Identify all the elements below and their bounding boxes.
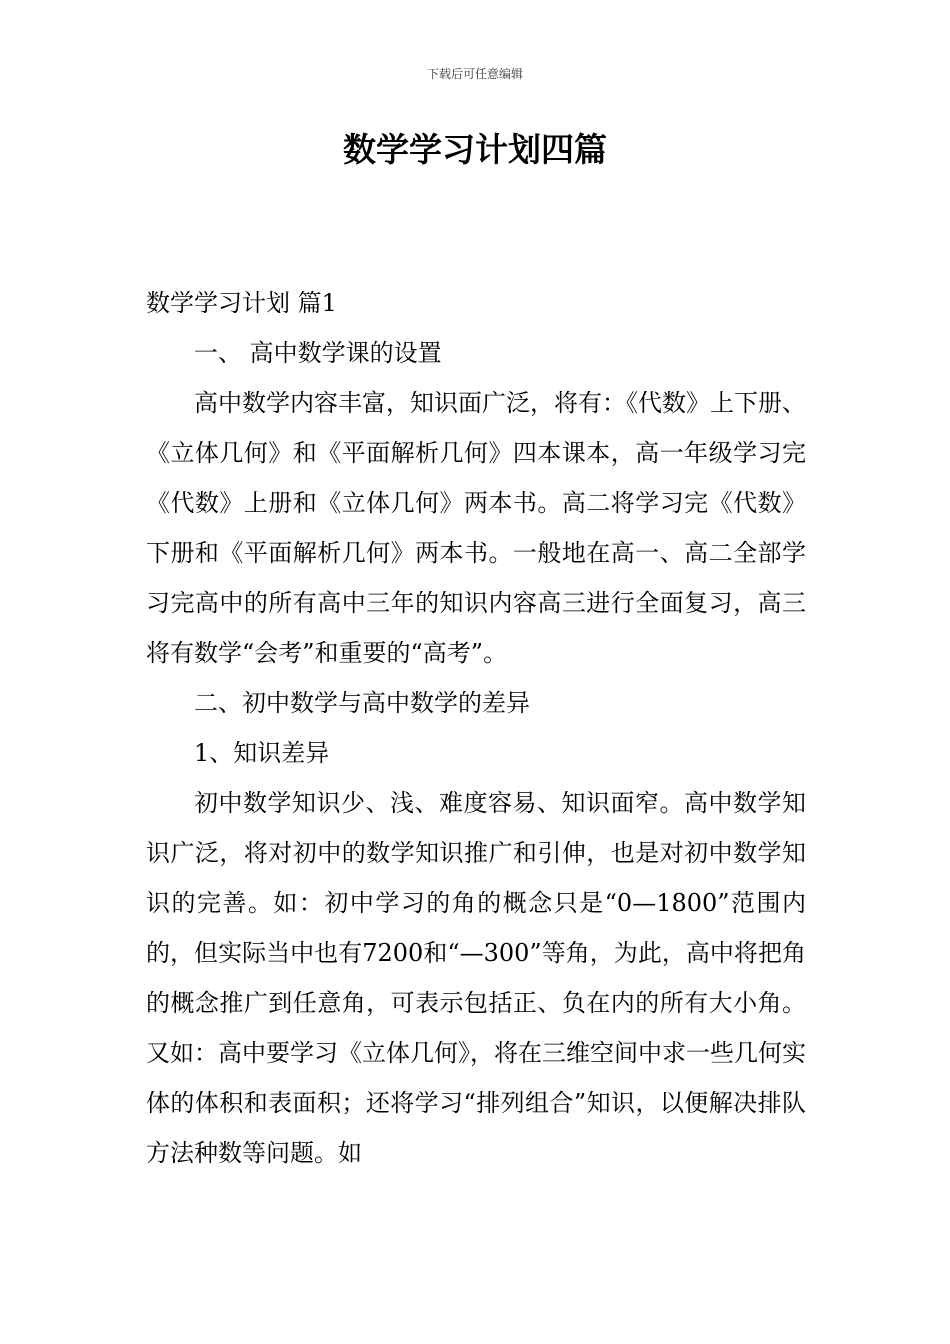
heading-knowledge-differences: 1、知识差异: [194, 739, 330, 767]
heading-differences: 二、初中数学与高中数学的差异: [194, 689, 530, 717]
paragraph-knowledge-differences: 初中数学知识少、浅、难度容易、知识面窄。高中数学知识广泛，将对初中的数学知识推广和引伸，也是对初中数学知识的完善。如：初中学习的角的概念只是“0—1800”范围内的，但实际当中也有7200和“—300”等角，为此，高中将把角的概念推广到任意角，可表示包括正、负在内的所有大小角。又如：高中要学习《立体几何》，将在三维空间中求一些几何实体的体积和表面积；还将学习“排列组合”知识，以便解决排队方法种数等问题。如: [146, 789, 806, 1167]
header-note: 下载后可任意编辑: [426, 67, 523, 81]
document-title: 数学学习计划四篇: [343, 130, 607, 169]
heading-course-setup: 一、 高中数学课的设置: [194, 339, 442, 367]
section-title: 数学学习计划 篇1: [146, 289, 337, 317]
paragraph-course-setup: 高中数学内容丰富，知识面广泛，将有：《代数》上下册、《立体几何》和《平面解析几何》四本课本，高一年级学习完《代数》上册和《立体几何》两本书。高二将学习完《代数》下册和《平面解析几何》两本书。一般地在高一、高二全部学习完高中的所有高中三年的知识内容高三进行全面复习，高三将有数学“会考”和重要的“高考”。: [146, 389, 806, 667]
document-body: [146, 278, 806, 1178]
